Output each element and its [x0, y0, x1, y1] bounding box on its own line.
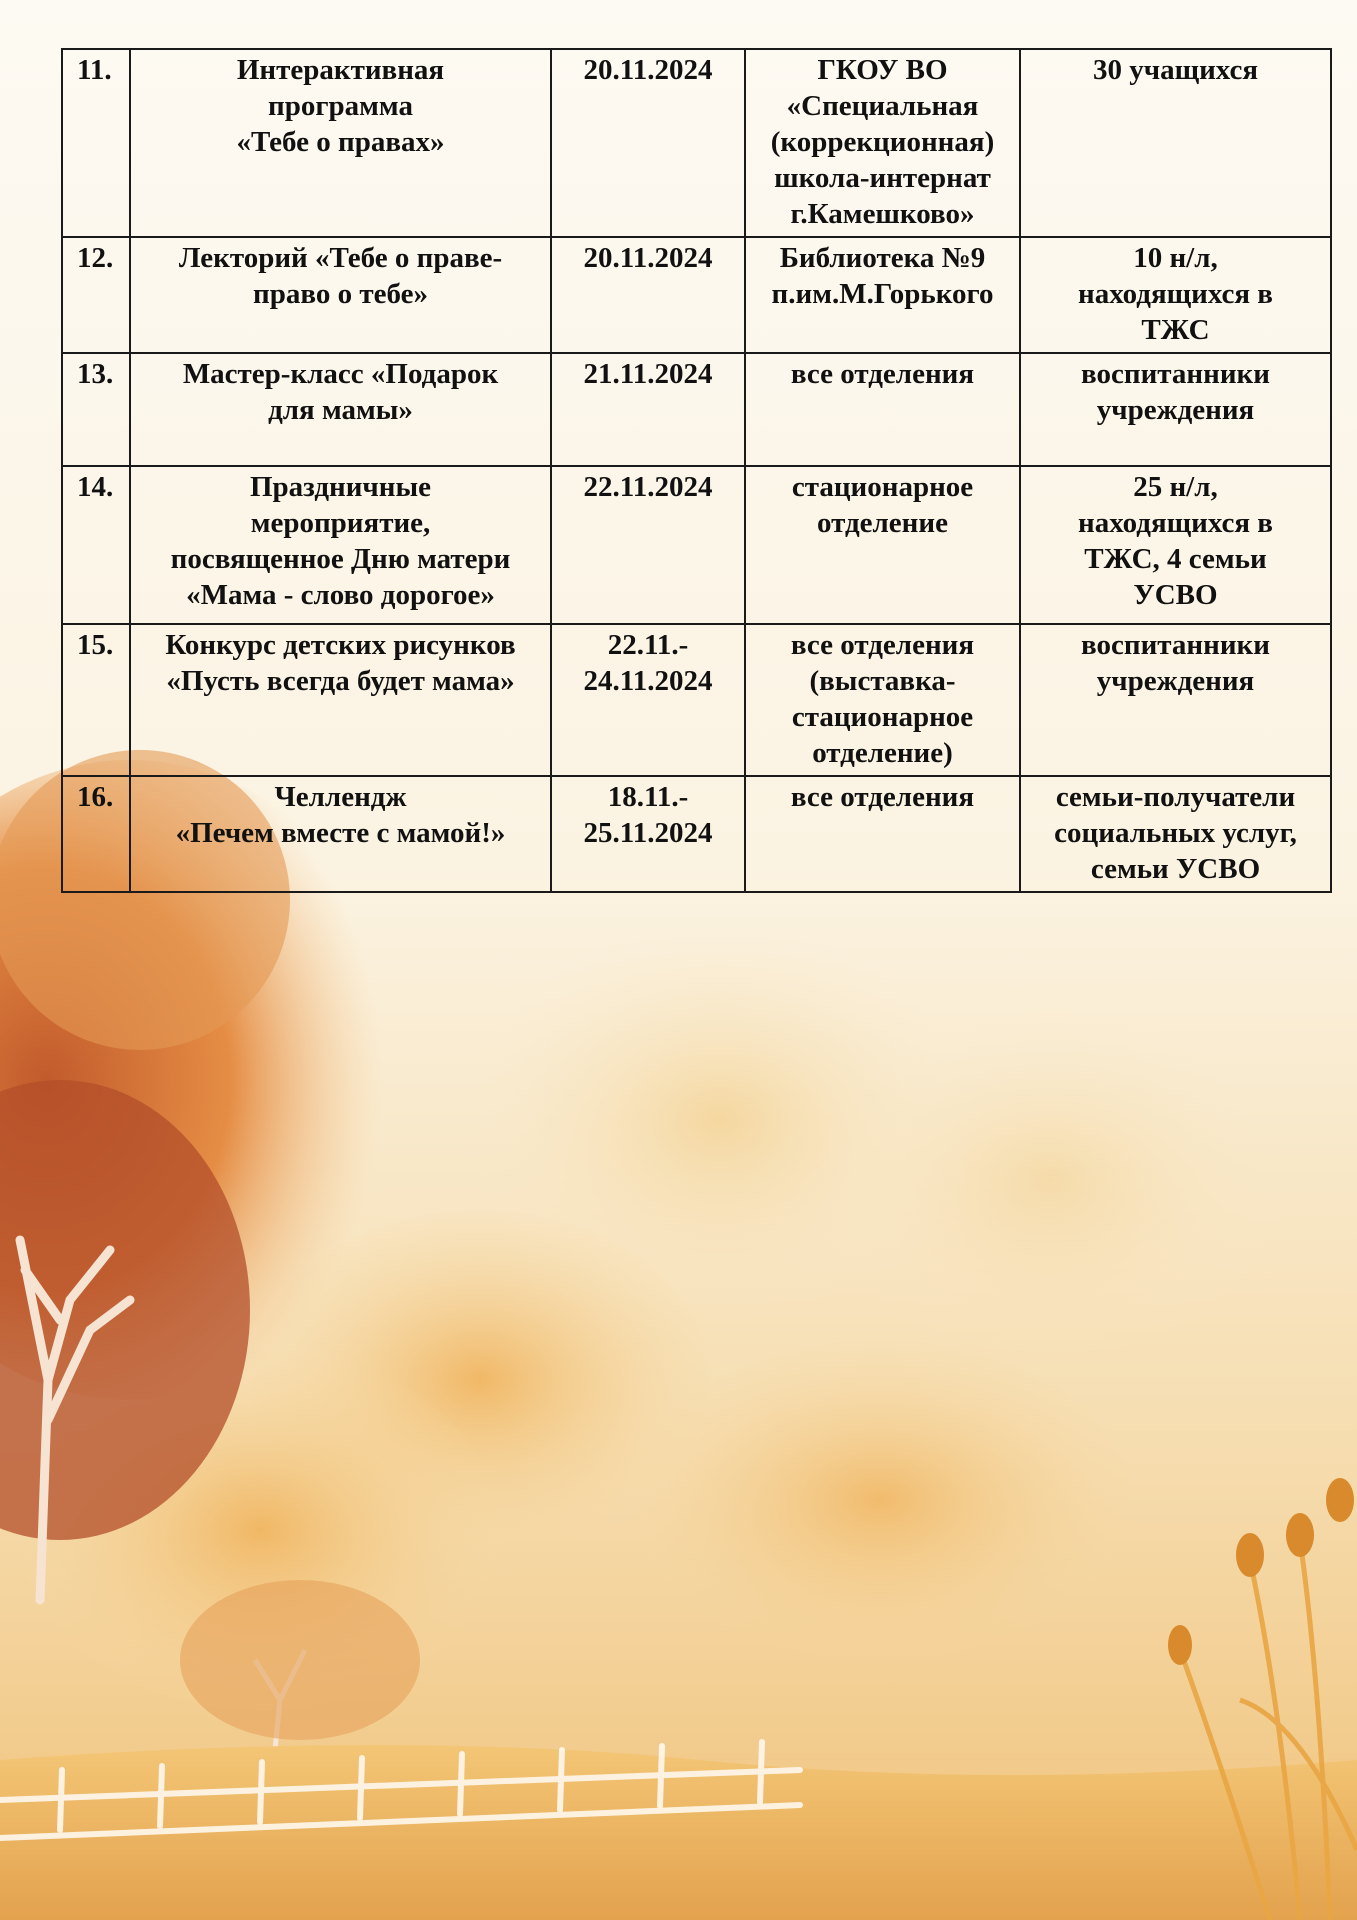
event-participants: семьи-получатели социальных услуг, семьи УСВО	[1020, 776, 1331, 892]
row-number: 12.	[62, 237, 130, 353]
event-place: все отделения	[745, 776, 1020, 892]
table-row	[62, 466, 1331, 624]
table-row	[62, 776, 1331, 892]
event-place: стационарное отделение	[745, 466, 1020, 624]
row-number: 15.	[62, 624, 130, 776]
event-participants: 25 н/л, находящихся в ТЖС, 4 семьи УСВО	[1020, 466, 1331, 624]
table-row	[62, 49, 1331, 237]
event-date: 21.11.2024	[551, 353, 745, 466]
event-name: Интерактивная программа «Тебе о правах»	[130, 49, 551, 237]
row-number: 16.	[62, 776, 130, 892]
event-name: Праздничные мероприятие, посвященное Дню матери «Мама - слово дорогое»	[130, 466, 551, 624]
event-place: все отделения (выставка- стационарное отделение)	[745, 624, 1020, 776]
event-date: 18.11.- 25.11.2024	[551, 776, 745, 892]
event-participants: 10 н/л, находящихся в ТЖС	[1020, 237, 1331, 353]
row-number: 13.	[62, 353, 130, 466]
event-name: Лекторий «Тебе о праве- право о тебе»	[130, 237, 551, 353]
event-place: все отделения	[745, 353, 1020, 466]
event-name: Мастер-класс «Подарок для мамы»	[130, 353, 551, 466]
event-name: Челлендж «Печем вместе с мамой!»	[130, 776, 551, 892]
event-name: Конкурс детских рисунков «Пусть всегда будет мама»	[130, 624, 551, 776]
row-number: 11.	[62, 49, 130, 237]
event-participants: воспитанники учреждения	[1020, 353, 1331, 466]
table-row	[62, 237, 1331, 353]
event-date: 22.11.- 24.11.2024	[551, 624, 745, 776]
event-participants: воспитанники учреждения	[1020, 624, 1331, 776]
row-number: 14.	[62, 466, 130, 624]
event-place: ГКОУ ВО «Специальная (коррекционная) школа-интернат г.Камешково»	[745, 49, 1020, 237]
table-row	[62, 624, 1331, 776]
event-date: 20.11.2024	[551, 237, 745, 353]
event-place: Библиотека №9 п.им.М.Горького	[745, 237, 1020, 353]
event-date: 20.11.2024	[551, 49, 745, 237]
event-date: 22.11.2024	[551, 466, 745, 624]
table-row	[62, 353, 1331, 466]
event-participants: 30 учащихся	[1020, 49, 1331, 237]
events-table	[61, 48, 1332, 893]
